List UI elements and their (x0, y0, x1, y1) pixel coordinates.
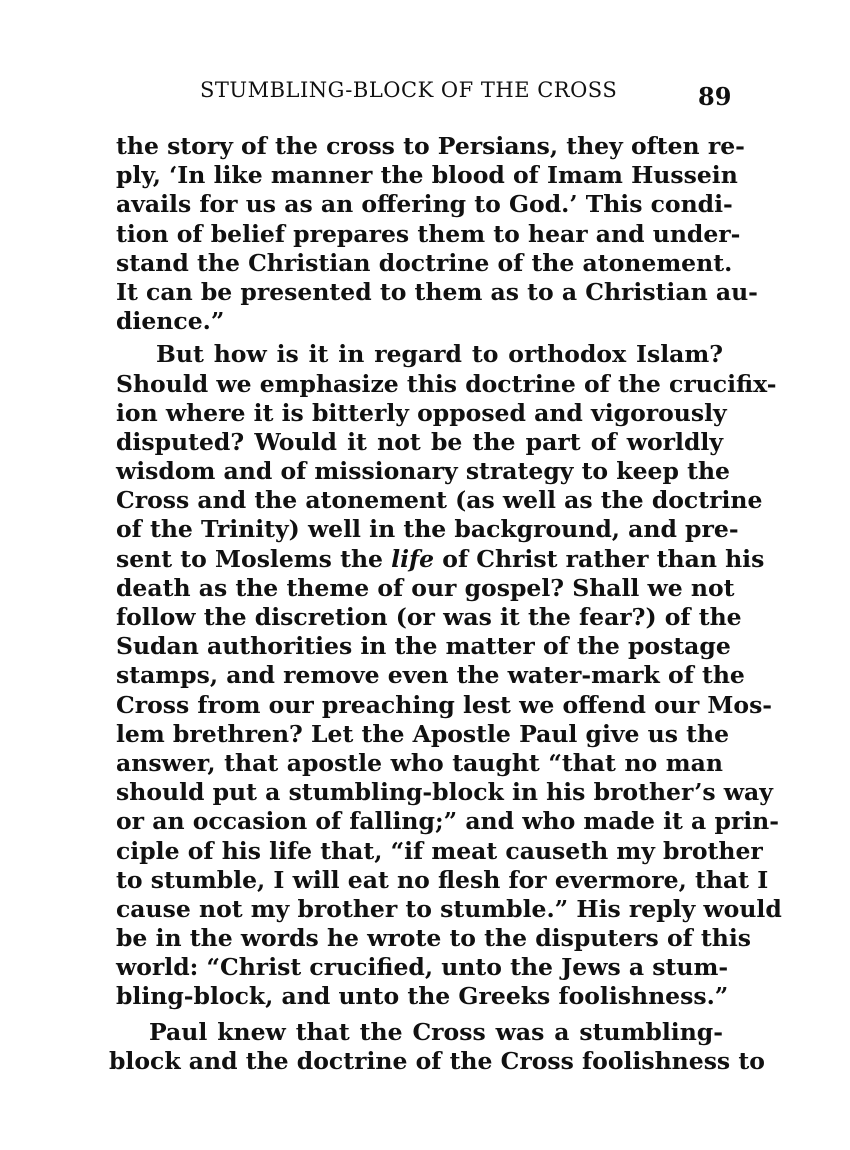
text-line: world: “Christ crucified, unto the Jews a stum- (116, 953, 729, 982)
text-line-with-italic (116, 544, 765, 574)
page-number: 89 (698, 82, 732, 111)
text-line: the story of the cross to Persians, they often re- (116, 132, 745, 160)
text-line: Should we emphasize this doctrine of the crucifix- (116, 369, 777, 398)
text-line: It can be presented to them as to a Christian au- (116, 277, 758, 306)
text-line: Sudan authorities in the matter of the postage (116, 632, 731, 661)
text-line: But how is it in regard to orthodox Islam? (156, 340, 723, 369)
body-text (109, 132, 782, 1076)
text-line: to stumble, I will eat no flesh for evermore, that I (116, 865, 769, 894)
text-line: avails for us as an offering to God.’ This condi- (116, 190, 733, 219)
running-head: STUMBLING-BLOCK OF THE CROSS (200, 78, 618, 102)
text-line: follow the discretion (or was it the fear?) of the (116, 603, 742, 631)
paragraph-2 (116, 340, 782, 1011)
text-line: Cross and the atonement (as well as the doctrine (116, 486, 763, 515)
text-line: disputed? Would it not be the part of worldly (116, 427, 723, 456)
text-line: bling-block, and unto the Greeks foolishness.” (116, 982, 729, 1011)
text-line: wisdom and of missionary strategy to keep the (116, 457, 730, 486)
text-line: death as the theme of our gospel? Shall we not (116, 573, 735, 602)
paragraph-1 (116, 132, 758, 336)
text-line: answer, that apostle who taught “that no man (116, 748, 723, 777)
italic-word: life (391, 544, 435, 573)
text-line: of the Trinity) well in the background, and pre- (116, 515, 739, 544)
text-line: stamps, and remove even the water-mark of the (116, 661, 745, 690)
text-line: or an occasion of falling;” and who made it a prin- (116, 807, 780, 836)
text-segment: of Christ rather than his (434, 544, 765, 573)
text-line: Cross from our preaching lest we offend our Mos- (116, 690, 773, 719)
text-line: cause not my brother to stumble.” His reply would (116, 894, 782, 923)
text-line: lem brethren? Let the Apostle Paul give us the (116, 719, 730, 748)
text-line: block and the doctrine of the Cross foolishness to (109, 1046, 765, 1075)
paragraph-3 (109, 1017, 765, 1076)
text-line: should put a stumbling-block in his brother’s way (116, 778, 773, 807)
text-line: ion where it is bitterly opposed and vigorously (116, 398, 727, 427)
text-segment: sent to Moslems the (116, 544, 392, 573)
text-line: dience.” (116, 307, 225, 336)
text-line: stand the Christian doctrine of the atonement. (116, 248, 733, 277)
text-line: ciple of his life that, “if meat causeth my brother (116, 836, 763, 865)
text-line: be in the words he wrote to the disputers of this (116, 924, 752, 953)
text-line: ply, ‘In like manner the blood of Imam Hussein (116, 161, 738, 190)
text-line: tion of belief prepares them to hear and under- (116, 219, 741, 248)
text-line: Paul knew that the Cross was a stumbling- (149, 1017, 723, 1046)
